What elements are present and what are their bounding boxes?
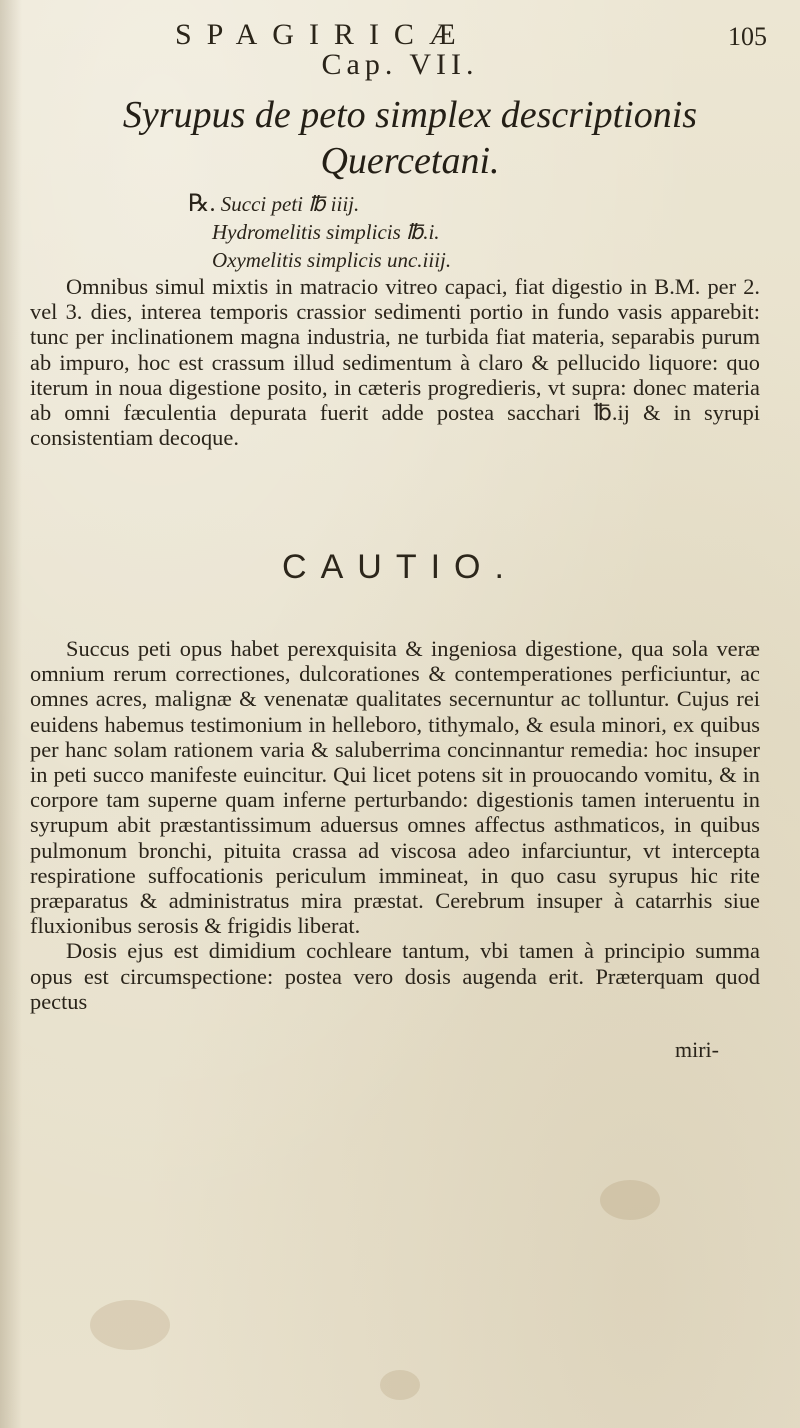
ingredient-text: Hydromelitis simplicis ℔.i.: [212, 220, 440, 244]
preparation-text: [30, 274, 760, 450]
ingredient-text: Succi peti ℔ iiij.: [220, 192, 360, 216]
chapter-heading: Cap. VII.: [321, 48, 479, 81]
recipe-symbol: ℞.: [188, 191, 216, 217]
caution-text: [30, 636, 760, 1014]
ingredient-line: [188, 190, 359, 218]
page-number: 105: [728, 22, 767, 51]
catchword: miri-: [675, 1037, 719, 1062]
caution-heading: CAUTIO.: [282, 548, 518, 586]
running-head: SPAGIRICÆ: [175, 18, 471, 51]
page-header: [0, 12, 800, 52]
paragraph: Omnibus simul mixtis in matracio vitreo capaci, fiat digestio in B.M. per 2. vel 3. dies, interea temporis crassior sedimenti portio in fundo vasis apparebit: tunc per inclinationem magna industria, ne turbida fiat materia, separabis purum ab impuro, hoc est crassum illud sedimentum à claro & pellucido liquore: quo iterum in noua digestione posito, in cæteris progredieris, vt supra: donec materia ab omni fæculentia depurata fuerit adde postea sacchari ℔.ij & in syrupi consistentiam decoque.: [30, 274, 760, 451]
spine-shadow: [0, 0, 22, 1428]
foxing-stain: [380, 1370, 420, 1400]
paragraph: Dosis ejus est dimidium cochleare tantum, vbi tamen à principio summa opus est circumspectione: postea vero dosis augenda erit. Præterquam quod pectus: [30, 938, 760, 1014]
ingredient-text: Oxymelitis simplicis unc.iiij.: [212, 248, 452, 272]
recipe-title: Syrupus de peto simplex descriptionis Quercetani.: [122, 94, 698, 182]
ingredient-line: [212, 246, 451, 274]
foxing-stain: [600, 1180, 660, 1220]
ingredient-line: [212, 218, 440, 246]
foxing-stain: [90, 1300, 170, 1350]
paragraph: Succus peti opus habet perexquisita & ingeniosa digestione, qua sola veræ omnium rerum correctiones, dulcorationes & contemperationes perficiuntur, ac omnes acres, malignæ & venenatæ qualitates secernuntur ac tolluntur. Cujus rei euidens habemus testimonium in helleboro, tithymalo, & esula minori, ex quibus per hanc solam rationem varia & saluberrima concinnantur remedia: hoc insuper in peti succo manifeste euincitur. Qui licet potens sit in prouocando vomitu, & in corpore tam superne quam inferne perturbando: digestionis tamen interuentu in syrupum abit præstantissimum aduersus omnes affectus asthmaticos, in quibus pulmonum bronchi, pituita crassa ad viscosa adeo infarciuntur, vt intercepta respiratione suffocationis periculum immineat, in quo casu syrupus hic rite præparatus & administratus mira præstat. Cerebrum insuper à catarrhis siue fluxionibus serosis & frigidis liberat.: [30, 636, 760, 939]
